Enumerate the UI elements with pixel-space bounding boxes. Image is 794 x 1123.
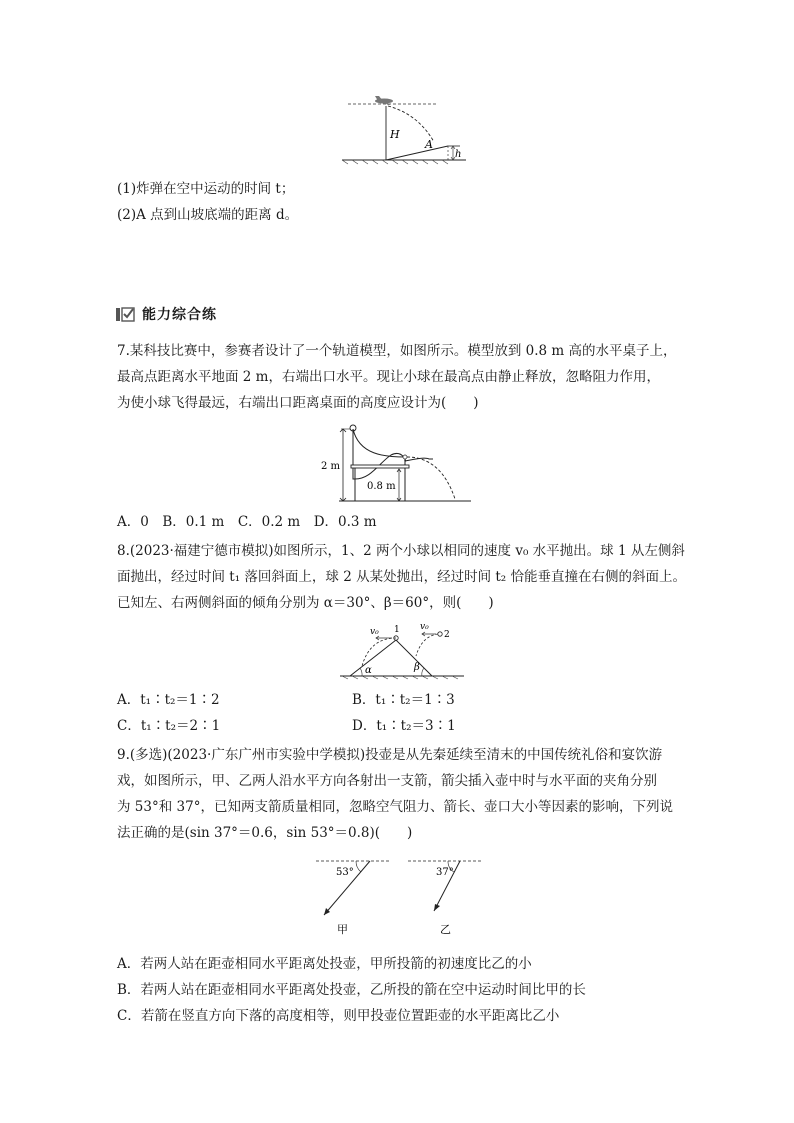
q8-option-c: C．t₁∶t₂＝2∶1 [117,718,221,734]
label-v0-left: v₀ [370,627,379,637]
q9-option-a: A．若两人站在距壶相同水平距离处投壶，甲所投箭的初速度比乙的小 [117,956,532,972]
label-name-right: 乙 [440,923,451,936]
q7-line-3: 为使小球飞得最远，右端出口距离桌面的高度应设计为( ) [117,395,479,411]
q6-part1: (1)炸弹在空中运动的时间 t； [117,181,295,197]
section-title: 能力综合练 [142,307,217,323]
label-beta: β [414,662,420,673]
section-heading [116,305,217,323]
checklist-icon [116,306,136,322]
q6-part2: (2)A 点到山坡底端的距离 d。 [117,207,299,223]
arrow-angle-figure [310,855,490,941]
slope-line [386,146,448,160]
label-angle-right: 37° [436,867,454,878]
q8-option-a: A．t₁∶t₂＝1∶2 [117,692,220,708]
q9-line-2: 戏，如图所示，甲、乙两人沿水平方向各射出一支箭，箭尖插入壶中时与水平面的夹角分别 [117,773,657,789]
q8-line-2: 面抛出，经过时间 t₁ 落回斜面上，球 2 从某处抛出，经过时间 t₂ 恰能垂直撞在右侧的斜面上。 [117,569,687,585]
label-ball2: 2 [444,630,450,640]
label-h: h [455,149,462,160]
label-ball1: 1 [394,625,400,635]
q8-line-3: 已知左、右两侧斜面的倾角分别为 α＝30°、β＝60°，则( ) [117,595,494,611]
q7-options: A．0 B．0.1 m C．0.2 m D．0.3 m [117,514,377,530]
double-slope-figure [336,620,468,680]
q7-line-1: 7.某科技比赛中，参赛者设计了一个轨道模型，如图所示。模型放到 0.8 m 高的水平桌子上， [117,343,677,359]
q8-option-d: D．t₁∶t₂＝3∶1 [352,718,456,734]
q7-line-2: 最高点距离水平地面 2 m，右端出口水平。现让小球在最高点由静止释放，忽略阻力作用， [117,369,660,385]
label-alpha: α [365,665,372,676]
track-model-figure [315,421,475,505]
label-2m: 2 m [321,461,341,472]
label-H: H [390,128,400,141]
q9-line-4: 法正确的是(sin 37°＝0.6，sin 53°＝0.8)( ) [117,825,413,841]
q8-line-1: 8.(2023·福建宁德市模拟)如图所示，1、2 两个小球以相同的速度 v₀ 水平抛出。球 1 从左侧斜 [117,543,685,559]
q8-option-b: B．t₁∶t₂＝1∶3 [352,692,455,708]
q9-option-b: B．若两人站在距壶相同水平距离处投壶，乙所投的箭在空中运动时间比甲的长 [117,982,586,998]
label-name-left: 甲 [337,923,348,936]
trajectory [407,457,455,499]
bomb-slope-figure [338,92,470,172]
label-v0-right: v₀ [420,622,429,632]
q9-option-c: C．若箭在竖直方向下落的高度相等，则甲投壶位置距壶的水平距离比乙小 [117,1008,560,1024]
q9-line-1: 9.(多选)(2023·广东广州市实验中学模拟)投壶是从先秦延续至清末的中国传统礼俗和宴饮游 [117,747,663,763]
label-08m: 0.8 m [367,481,396,492]
label-angle-left: 53° [336,867,354,878]
q9-line-3: 为 53°和 37°，已知两支箭质量相同，忽略空气阻力、箭长、壶口大小等因素的影响，下列说 [117,799,673,815]
label-A: A [425,138,433,151]
